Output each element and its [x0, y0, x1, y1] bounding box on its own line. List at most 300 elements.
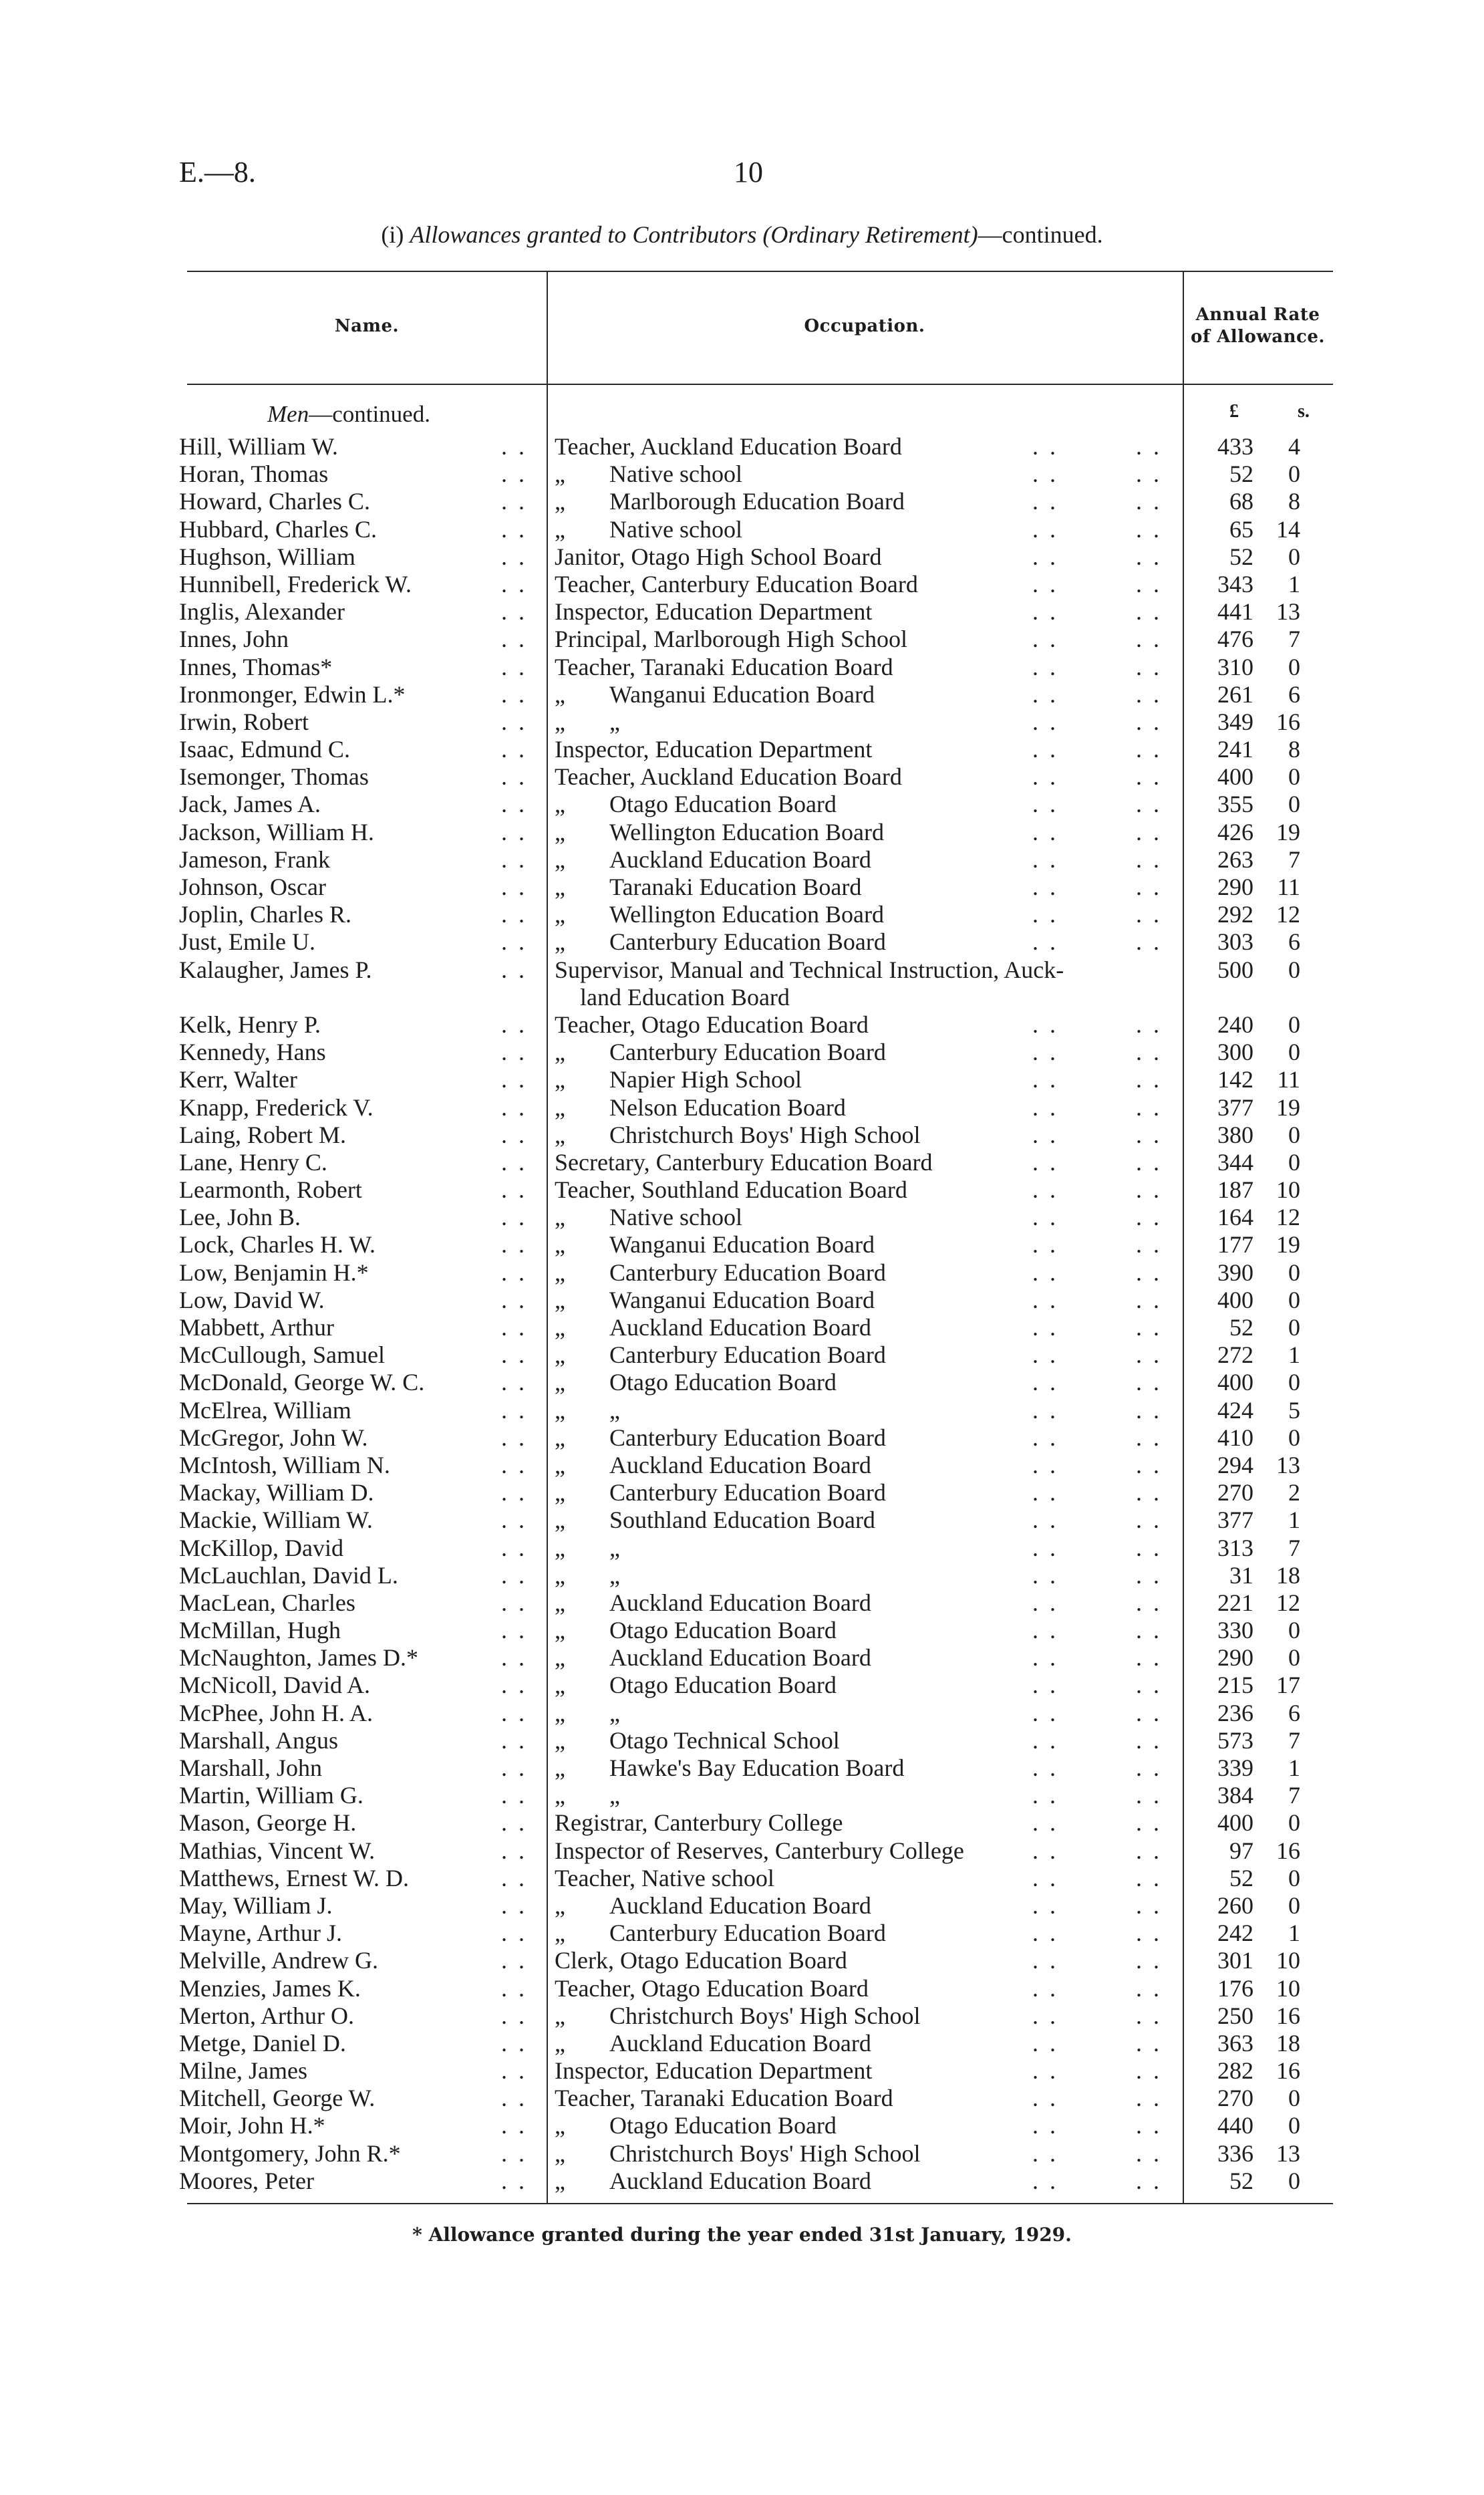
- row-occupation: [555, 901, 884, 928]
- leader-dots: . .: [1032, 1506, 1058, 1534]
- table-row: [0, 1314, 1484, 1341]
- leader-dots: . .: [1136, 928, 1162, 956]
- row-occupation-text: Auckland Education Board: [609, 2167, 871, 2194]
- table-row: [0, 1947, 1484, 1974]
- row-name: Ironmonger, Edwin L.*: [179, 680, 406, 708]
- leader-dots: . .: [1136, 488, 1162, 515]
- row-name: McNicoll, David A.: [179, 1672, 370, 1699]
- leader-dots: . .: [1032, 1259, 1058, 1286]
- row-name: Hill, William W.: [179, 433, 338, 460]
- leader-dots: . .: [501, 2085, 527, 2112]
- rate-pounds: 240: [1217, 1011, 1253, 1038]
- table-top-rule: [187, 271, 1333, 272]
- row-occupation-text: Teacher, Otago Education Board: [555, 1011, 869, 1038]
- leader-dots: . .: [501, 1534, 527, 1561]
- table-row: [0, 1122, 1484, 1149]
- rate-shillings: 19: [1276, 1231, 1300, 1259]
- row-occupation-text: Auckland Education Board: [609, 1451, 871, 1478]
- row-name: Marshall, Angus: [179, 1726, 338, 1754]
- rate-pounds: 177: [1217, 1231, 1253, 1259]
- rate-pounds: 270: [1217, 2085, 1253, 2112]
- leader-dots: . .: [501, 736, 527, 763]
- rate-pounds: 410: [1217, 1424, 1253, 1451]
- ditto-mark: „: [555, 2139, 565, 2167]
- rate-shillings: 1: [1288, 1754, 1300, 1782]
- row-occupation-text: Napier High School: [609, 1066, 802, 1093]
- rate-pounds: 343: [1217, 570, 1253, 598]
- leader-dots: . .: [501, 653, 527, 680]
- row-occupation: [555, 2002, 920, 2030]
- row-name: Hubbard, Charles C.: [179, 515, 377, 543]
- ditto-mark: „: [555, 1782, 565, 1809]
- rate-shillings: 0: [1288, 1039, 1300, 1066]
- leader-dots: . .: [1136, 1479, 1162, 1506]
- rate-pounds: 294: [1217, 1451, 1253, 1478]
- row-occupation: [555, 1837, 964, 1865]
- leader-dots: . .: [1136, 1589, 1162, 1616]
- row-occupation: [555, 1562, 620, 1589]
- row-occupation: [555, 1094, 846, 1122]
- row-name: Mayne, Arthur J.: [179, 1920, 342, 1947]
- leader-dots: . .: [501, 1589, 527, 1616]
- ditto-mark: „: [555, 2112, 565, 2139]
- row-occupation: [555, 2168, 871, 2195]
- leader-dots: . .: [501, 1617, 527, 1644]
- row-occupation-text: Canterbury Education Board: [609, 1341, 886, 1369]
- row-occupation: [555, 1122, 920, 1149]
- leader-dots: . .: [1136, 1672, 1162, 1699]
- rate-shillings: 0: [1288, 2085, 1300, 2112]
- row-occupation: [555, 1644, 871, 1672]
- table-row: [0, 433, 1484, 461]
- leader-dots: . .: [1136, 1259, 1162, 1286]
- rate-pounds: 261: [1217, 680, 1253, 708]
- row-occupation: [555, 736, 872, 763]
- leader-dots: . .: [501, 1920, 527, 1947]
- leader-dots: . .: [1136, 818, 1162, 845]
- rate-shillings: 1: [1288, 1506, 1300, 1534]
- leader-dots: . .: [501, 708, 527, 735]
- leader-dots: . .: [1136, 1920, 1162, 1947]
- leader-dots: . .: [501, 1204, 527, 1231]
- row-occupation: [555, 1782, 620, 1809]
- leader-dots: . .: [501, 1506, 527, 1534]
- row-name: Marshall, John: [179, 1754, 322, 1782]
- row-occupation-text: Southland Education Board: [609, 1506, 875, 1534]
- rate-shillings: 12: [1276, 1589, 1300, 1616]
- rate-shillings: 0: [1288, 653, 1300, 680]
- leader-dots: . .: [501, 515, 527, 543]
- leader-dots: . .: [1136, 1424, 1162, 1451]
- rate-pounds: 300: [1217, 1039, 1253, 1066]
- row-occupation-text: Nelson Education Board: [609, 1093, 846, 1121]
- row-occupation-text: Native school: [609, 461, 742, 488]
- row-occupation-text: Clerk, Otago Education Board: [555, 1947, 847, 1974]
- section-label-men: Men: [267, 401, 309, 427]
- row-occupation: [555, 2112, 837, 2139]
- table-row: [0, 708, 1484, 736]
- leader-dots: . .: [1032, 2002, 1058, 2029]
- ditto-mark: „: [555, 1534, 565, 1561]
- leader-dots: . .: [1136, 680, 1162, 708]
- rate-shillings: 7: [1288, 845, 1300, 873]
- leader-dots: . .: [1136, 1121, 1162, 1148]
- rate-shillings: 0: [1288, 543, 1300, 570]
- row-occupation: [555, 1204, 742, 1231]
- leader-dots: . .: [501, 1479, 527, 1506]
- row-occupation-text: „: [609, 1534, 620, 1561]
- ditto-mark: „: [555, 1396, 565, 1424]
- section-label-suffix: —continued.: [309, 401, 430, 427]
- row-occupation-text: Auckland Education Board: [609, 845, 871, 873]
- rate-pounds: 355: [1217, 791, 1253, 818]
- ditto-mark: „: [555, 1341, 565, 1369]
- row-name: Montgomery, John R.*: [179, 2139, 401, 2167]
- rate-shillings: 0: [1288, 461, 1300, 488]
- row-name: Moir, John H.*: [179, 2112, 325, 2139]
- row-occupation-text: Native school: [609, 1204, 742, 1231]
- ditto-mark: „: [555, 818, 565, 845]
- row-occupation-continued: land Education Board: [580, 983, 790, 1011]
- leader-dots: . .: [1032, 818, 1058, 845]
- column-header-rate-line1: Annual Rate: [1195, 305, 1320, 325]
- leader-dots: . .: [1136, 1534, 1162, 1561]
- table-row: [0, 846, 1484, 874]
- ditto-mark: „: [555, 1314, 565, 1341]
- table-row: [0, 654, 1484, 681]
- table-row: [0, 1176, 1484, 1204]
- ditto-mark: „: [555, 515, 565, 543]
- rate-shillings: 17: [1276, 1672, 1300, 1699]
- rate-pounds: 31: [1229, 1561, 1253, 1589]
- table-row: [0, 1700, 1484, 1727]
- leader-dots: . .: [1136, 1148, 1162, 1176]
- rate-shillings: 0: [1288, 763, 1300, 791]
- table-row: [0, 1754, 1484, 1782]
- row-occupation: [555, 1672, 837, 1699]
- leader-dots: . .: [501, 1231, 527, 1259]
- table-row: [0, 543, 1484, 571]
- rate-pounds: 52: [1229, 1864, 1253, 1891]
- row-name: Hunnibell, Frederick W.: [179, 570, 412, 598]
- row-occupation: [555, 1920, 886, 1947]
- rate-pounds: 336: [1217, 2139, 1253, 2167]
- leader-dots: . .: [501, 2057, 527, 2085]
- rate-pounds: 400: [1217, 1369, 1253, 1396]
- rate-shillings: 0: [1288, 1617, 1300, 1644]
- table-row: [0, 874, 1484, 901]
- row-occupation-text: Otago Education Board: [609, 791, 837, 818]
- leader-dots: . .: [501, 1286, 527, 1313]
- row-occupation-text: Supervisor, Manual and Technical Instruction, Auck-: [555, 956, 1064, 983]
- row-occupation: [555, 1397, 620, 1424]
- row-occupation-text: Marlborough Education Board: [609, 488, 905, 515]
- row-name: Joplin, Charles R.: [179, 901, 351, 928]
- document-reference: E.—8.: [179, 156, 256, 188]
- rate-pounds: 242: [1217, 1920, 1253, 1947]
- leader-dots: . .: [1032, 1920, 1058, 1947]
- leader-dots: . .: [1136, 1837, 1162, 1864]
- row-name: McKillop, David: [179, 1534, 343, 1561]
- leader-dots: . .: [501, 1947, 527, 1974]
- ditto-mark: „: [555, 1451, 565, 1478]
- leader-dots: . .: [1032, 1451, 1058, 1478]
- row-occupation: [555, 2085, 893, 2112]
- row-occupation-text: Secretary, Canterbury Education Board: [555, 1148, 933, 1176]
- row-name: Low, Benjamin H.*: [179, 1259, 369, 1286]
- table-row: [0, 1535, 1484, 1562]
- table-row: [0, 1892, 1484, 1920]
- leader-dots: . .: [1032, 1672, 1058, 1699]
- row-occupation: [555, 626, 907, 653]
- leader-dots: . .: [501, 680, 527, 708]
- leader-dots: . .: [1032, 1204, 1058, 1231]
- table-row: [0, 598, 1484, 626]
- leader-dots: . .: [1032, 2112, 1058, 2139]
- table-row: [0, 461, 1484, 488]
- row-occupation-text: Teacher, Auckland Education Board: [555, 433, 902, 460]
- leader-dots: . .: [501, 845, 527, 873]
- leader-dots: . .: [1136, 1396, 1162, 1424]
- table-row: [0, 1287, 1484, 1314]
- rate-pounds: 349: [1217, 708, 1253, 735]
- row-name: Menzies, James K.: [179, 1974, 361, 2002]
- rate-pounds: 310: [1217, 653, 1253, 680]
- row-occupation-text: Teacher, Southland Education Board: [555, 1176, 907, 1204]
- leader-dots: . .: [501, 1176, 527, 1204]
- row-name: Mitchell, George W.: [179, 2085, 376, 2112]
- row-occupation: [555, 681, 875, 708]
- rate-pounds: 97: [1229, 1837, 1253, 1864]
- row-name: Knapp, Frederick V.: [179, 1093, 374, 1121]
- leader-dots: . .: [501, 1039, 527, 1066]
- row-occupation-text: Registrar, Canterbury College: [555, 1809, 843, 1837]
- row-occupation: [555, 928, 886, 956]
- leader-dots: . .: [1136, 901, 1162, 928]
- leader-dots: . .: [1032, 433, 1058, 460]
- leader-dots: . .: [1032, 626, 1058, 653]
- row-occupation-text: Teacher, Auckland Education Board: [555, 763, 902, 791]
- leader-dots: . .: [1032, 928, 1058, 956]
- rate-shillings: 8: [1288, 736, 1300, 763]
- leader-dots: . .: [1032, 901, 1058, 928]
- leader-dots: . .: [1136, 1011, 1162, 1038]
- table-row: [0, 2140, 1484, 2168]
- rate-shillings: 10: [1276, 1947, 1300, 1974]
- row-occupation-text: Hawke's Bay Education Board: [609, 1754, 905, 1782]
- ditto-mark: „: [555, 680, 565, 708]
- ditto-mark: „: [555, 1506, 565, 1534]
- table-row: [0, 1369, 1484, 1396]
- rate-shillings: 18: [1276, 2029, 1300, 2057]
- leader-dots: . .: [501, 1121, 527, 1148]
- row-occupation: [555, 1369, 837, 1396]
- row-occupation: [555, 1011, 869, 1039]
- leader-dots: . .: [1136, 874, 1162, 900]
- ditto-mark: „: [555, 874, 565, 900]
- leader-dots: . .: [1032, 543, 1058, 570]
- leader-dots: . .: [1136, 433, 1162, 460]
- row-occupation-text: Canterbury Education Board: [609, 928, 886, 956]
- leader-dots: . .: [1032, 763, 1058, 791]
- table-row: [0, 1865, 1484, 1892]
- ditto-mark: „: [555, 708, 565, 735]
- row-occupation-text: Auckland Education Board: [609, 1891, 871, 1919]
- leader-dots: . .: [1032, 1286, 1058, 1313]
- row-name: Isaac, Edmund C.: [179, 736, 350, 763]
- row-occupation: [555, 461, 742, 488]
- ditto-mark: „: [555, 1066, 565, 1093]
- leader-dots: . .: [1032, 736, 1058, 763]
- rate-shillings: 16: [1276, 2002, 1300, 2029]
- ditto-mark: „: [555, 928, 565, 956]
- row-occupation-text: Janitor, Otago High School Board: [555, 543, 882, 570]
- table-row: [0, 2057, 1484, 2085]
- ditto-mark: „: [555, 1726, 565, 1754]
- leader-dots: . .: [1032, 515, 1058, 543]
- row-occupation-text: „: [609, 1699, 620, 1726]
- table-row: [0, 1397, 1484, 1424]
- leader-dots: . .: [501, 1451, 527, 1478]
- rate-shillings: 1: [1288, 1920, 1300, 1947]
- table-row: [0, 763, 1484, 791]
- table-row: [0, 488, 1484, 515]
- caption-prefix: (i): [381, 221, 410, 248]
- table-row: [0, 1589, 1484, 1617]
- leader-dots: . .: [1136, 1974, 1162, 2002]
- leader-dots: . .: [501, 2002, 527, 2029]
- row-occupation-text: „: [609, 1396, 620, 1424]
- leader-dots: . .: [1136, 1947, 1162, 1974]
- rate-pounds: 339: [1217, 1754, 1253, 1782]
- leader-dots: . .: [501, 1754, 527, 1782]
- row-name: Kerr, Walter: [179, 1066, 297, 1093]
- rate-pounds: 377: [1217, 1506, 1253, 1534]
- row-name: Jackson, William H.: [179, 818, 374, 845]
- rate-shillings: 0: [1288, 1314, 1300, 1341]
- rate-pounds: 263: [1217, 845, 1253, 873]
- row-occupation-text: Teacher, Native school: [555, 1864, 774, 1891]
- leader-dots: . .: [1032, 1782, 1058, 1809]
- row-occupation: [555, 708, 620, 736]
- row-occupation-text: Otago Education Board: [609, 1369, 837, 1396]
- row-occupation: [555, 433, 902, 461]
- rate-pounds: 52: [1229, 1314, 1253, 1341]
- rate-pounds: 390: [1217, 1259, 1253, 1286]
- row-name: Mackie, William W.: [179, 1506, 373, 1534]
- leader-dots: . .: [501, 1726, 527, 1754]
- ditto-mark: „: [555, 1369, 565, 1396]
- leader-dots: . .: [1032, 1534, 1058, 1561]
- table-row: [0, 1094, 1484, 1122]
- leader-dots: . .: [1032, 1809, 1058, 1837]
- row-occupation-text: Otago Education Board: [609, 2112, 837, 2139]
- leader-dots: . .: [1136, 1699, 1162, 1726]
- table-row: [0, 1149, 1484, 1176]
- rate-pounds: 301: [1217, 1947, 1253, 1974]
- rate-shillings: 0: [1288, 791, 1300, 818]
- rate-pounds: 221: [1217, 1589, 1253, 1616]
- leader-dots: . .: [501, 1341, 527, 1369]
- rate-shillings: 6: [1288, 928, 1300, 956]
- row-occupation: [555, 1947, 847, 1974]
- row-name: Mathias, Vincent W.: [179, 1837, 376, 1864]
- ditto-mark: „: [555, 1231, 565, 1259]
- rate-shillings: 0: [1288, 1011, 1300, 1038]
- rate-pounds: 52: [1229, 2167, 1253, 2194]
- ditto-mark: „: [555, 488, 565, 515]
- leader-dots: . .: [1136, 653, 1162, 680]
- leader-dots: . .: [1136, 1039, 1162, 1066]
- leader-dots: . .: [501, 598, 527, 626]
- table-row: [0, 1562, 1484, 1589]
- leader-dots: . .: [1032, 1837, 1058, 1864]
- rate-pounds: 187: [1217, 1176, 1253, 1204]
- leader-dots: . .: [1136, 461, 1162, 488]
- leader-dots: . .: [501, 570, 527, 598]
- table-row: [0, 516, 1484, 543]
- leader-dots: . .: [1032, 874, 1058, 900]
- column-header-name: Name.: [334, 316, 400, 336]
- row-occupation-text: Principal, Marlborough High School: [555, 626, 907, 653]
- row-occupation: [555, 1535, 620, 1562]
- ditto-mark: „: [555, 1479, 565, 1506]
- row-name: McPhee, John H. A.: [179, 1699, 373, 1726]
- row-name: Lee, John B.: [179, 1204, 301, 1231]
- leader-dots: . .: [1136, 1451, 1162, 1478]
- leader-dots: . .: [1136, 1231, 1162, 1259]
- rate-shillings: 0: [1288, 1644, 1300, 1672]
- leader-dots: . .: [1032, 1947, 1058, 1974]
- row-occupation-text: Wanganui Education Board: [609, 680, 875, 708]
- leader-dots: . .: [501, 1066, 527, 1093]
- leader-dots: . .: [1032, 2029, 1058, 2057]
- row-name: Mabbett, Arthur: [179, 1314, 334, 1341]
- leader-dots: . .: [501, 1672, 527, 1699]
- rate-pounds: 384: [1217, 1782, 1253, 1809]
- row-name: Horan, Thomas: [179, 461, 329, 488]
- row-occupation-text: Canterbury Education Board: [609, 1259, 886, 1286]
- leader-dots: . .: [1136, 2085, 1162, 2112]
- row-occupation: [555, 1341, 886, 1369]
- row-name: Martin, William G.: [179, 1782, 363, 1809]
- row-occupation: [555, 1865, 774, 1892]
- leader-dots: . .: [1032, 1754, 1058, 1782]
- row-name: McIntosh, William N.: [179, 1451, 390, 1478]
- ditto-mark: „: [555, 1754, 565, 1782]
- leader-dots: . .: [1032, 845, 1058, 873]
- row-occupation-text: Christchurch Boys' High School: [609, 2002, 921, 2029]
- leader-dots: . .: [1032, 1066, 1058, 1093]
- leader-dots: . .: [1032, 1314, 1058, 1341]
- leader-dots: . .: [1032, 1093, 1058, 1121]
- rate-shillings: 11: [1277, 874, 1300, 900]
- ditto-mark: „: [555, 1699, 565, 1726]
- row-name: Laing, Robert M.: [179, 1121, 346, 1148]
- row-occupation-text: Wanganui Education Board: [609, 1231, 875, 1259]
- row-name: Irwin, Robert: [179, 708, 309, 735]
- pounds-unit: £: [1229, 401, 1239, 422]
- row-occupation-text: Canterbury Education Board: [609, 1039, 886, 1066]
- leader-dots: . .: [1136, 1066, 1162, 1093]
- leader-dots: . .: [1032, 680, 1058, 708]
- rate-shillings: 13: [1276, 2139, 1300, 2167]
- leader-dots: . .: [501, 1864, 527, 1891]
- leader-dots: . .: [501, 626, 527, 653]
- row-occupation: [555, 791, 837, 818]
- leader-dots: . .: [501, 1314, 527, 1341]
- leader-dots: . .: [1032, 1974, 1058, 2002]
